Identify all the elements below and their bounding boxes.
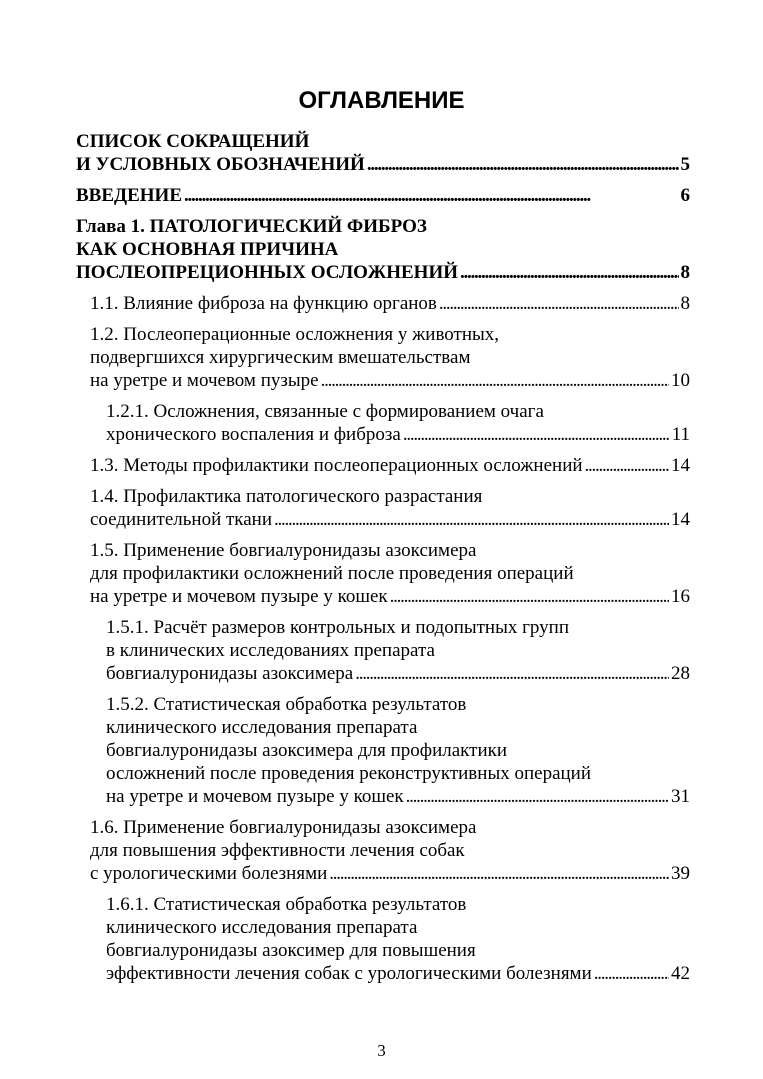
dot-leader [355, 662, 669, 685]
toc-entry[interactable] [76, 400, 690, 446]
toc-entry-text: эффективности лечения собак с урологическими болезнями [106, 963, 592, 984]
dot-leader [274, 508, 669, 531]
toc-entry[interactable] [76, 184, 690, 207]
toc-entry-text: на уретре и мочевом пузыре у кошек [90, 586, 388, 607]
toc-entry-text: для повышения эффективности лечения собак [90, 840, 465, 861]
dot-leader [321, 369, 669, 392]
toc-entry-text: 1.6.1. Статистическая обработка результатов [106, 894, 467, 915]
toc-entry-text: клинического исследования препарата [106, 917, 418, 938]
toc-page-number: 11 [671, 424, 690, 445]
toc-entry-text: 1.4. Профилактика патологического разрастания [90, 486, 483, 507]
toc-entry[interactable] [76, 893, 690, 985]
toc-entry-text: 1.3. Методы профилактики послеоперационных осложнений [90, 455, 583, 476]
toc-entry[interactable] [76, 215, 690, 284]
toc-entry-text: И УСЛОВНЫХ ОБОЗНАЧЕНИЙ [76, 154, 365, 175]
toc-entry-text: для профилактики осложнений после проведения операций [90, 563, 574, 584]
dot-leader [594, 962, 669, 985]
toc-entry[interactable] [76, 292, 690, 315]
toc-page-number: 31 [671, 786, 690, 807]
toc-entry-text: 1.1. Влияние фиброза на функцию органов [90, 293, 437, 314]
toc-entry-text: ПОСЛЕОПРЕЦИОННЫХ ОСЛОЖНЕНИЙ [76, 262, 459, 283]
toc-page-number: 14 [671, 455, 690, 476]
page-number: 3 [377, 1041, 386, 1060]
dot-leader [390, 585, 669, 608]
toc-entry-text: бовгиалуронидазы азоксимера [106, 663, 354, 684]
toc-entry-text: 1.5. Применение бовгиалуронидазы азоксимера [90, 540, 477, 561]
page-title: ОГЛАВЛЕНИЕ [298, 87, 465, 114]
toc-entry-text: СПИСОК СОКРАЩЕНИЙ [76, 131, 310, 152]
toc-page-number: 16 [671, 586, 690, 607]
dot-leader [329, 862, 669, 885]
toc-entry-text: в клинических исследованиях препарата [106, 640, 435, 661]
toc-entry-text: с урологическими болезнями [90, 863, 328, 884]
dot-leader [585, 454, 669, 477]
toc-entry-text: ВВЕДЕНИЕ [76, 185, 182, 206]
dot-leader [403, 423, 670, 446]
toc-entry[interactable] [76, 539, 690, 608]
toc-page-number: 8 [680, 293, 690, 314]
toc-entry[interactable] [76, 693, 690, 808]
toc-entry-text: КАК ОСНОВНАЯ ПРИЧИНА [76, 239, 339, 260]
toc-entry-text: бовгиалуронидазы азоксимер для повышения [106, 940, 476, 961]
toc-entry[interactable] [76, 130, 690, 176]
toc-page-number: 6 [680, 185, 690, 206]
toc-entry[interactable] [76, 616, 690, 685]
toc-entry[interactable] [76, 454, 690, 477]
table-of-contents [76, 130, 690, 993]
toc-page-number: 5 [680, 154, 690, 175]
toc-entry-text: подвергшихся хирургическим вмешательствам [90, 347, 471, 368]
dot-leader [460, 261, 678, 284]
toc-entry[interactable] [76, 816, 690, 885]
toc-entry-text: осложнений после проведения реконструктивных операций [106, 763, 592, 784]
toc-page-number: 10 [671, 370, 690, 391]
toc-page-number: 42 [671, 963, 690, 984]
toc-entry[interactable] [76, 485, 690, 531]
toc-entry-text: хронического воспаления и фиброза [106, 424, 401, 445]
toc-entry-text: на уретре и мочевом пузыре [90, 370, 319, 391]
toc-page-number: 39 [671, 863, 690, 884]
toc-entry-text: Глава 1. ПАТОЛОГИЧЕСКИЙ ФИБРОЗ [76, 216, 427, 237]
dot-leader [406, 785, 669, 808]
toc-entry-text: на уретре и мочевом пузыре у кошек [106, 786, 404, 807]
dot-leader [184, 184, 679, 207]
toc-entry-text: 1.2.1. Осложнения, связанные с формированием очага [106, 401, 544, 422]
toc-page-number: 8 [680, 262, 690, 283]
toc-entry-text: 1.6. Применение бовгиалуронидазы азоксимера [90, 817, 477, 838]
dot-leader [367, 153, 679, 176]
toc-entry-text: 1.2. Послеоперационные осложнения у животных, [90, 324, 500, 345]
toc-entry[interactable] [76, 323, 690, 392]
toc-entry-text: клинического исследования препарата [106, 717, 418, 738]
toc-entry-text: соединительной ткани [90, 509, 273, 530]
toc-page-number: 28 [671, 663, 690, 684]
toc-entry-text: 1.5.1. Расчёт размеров контрольных и подопытных групп [106, 617, 569, 638]
toc-page-number: 14 [671, 509, 690, 530]
toc-entry-text: бовгиалуронидазы азоксимера для профилактики [106, 740, 508, 761]
dot-leader [439, 292, 679, 315]
toc-entry-text: 1.5.2. Статистическая обработка результатов [106, 694, 467, 715]
